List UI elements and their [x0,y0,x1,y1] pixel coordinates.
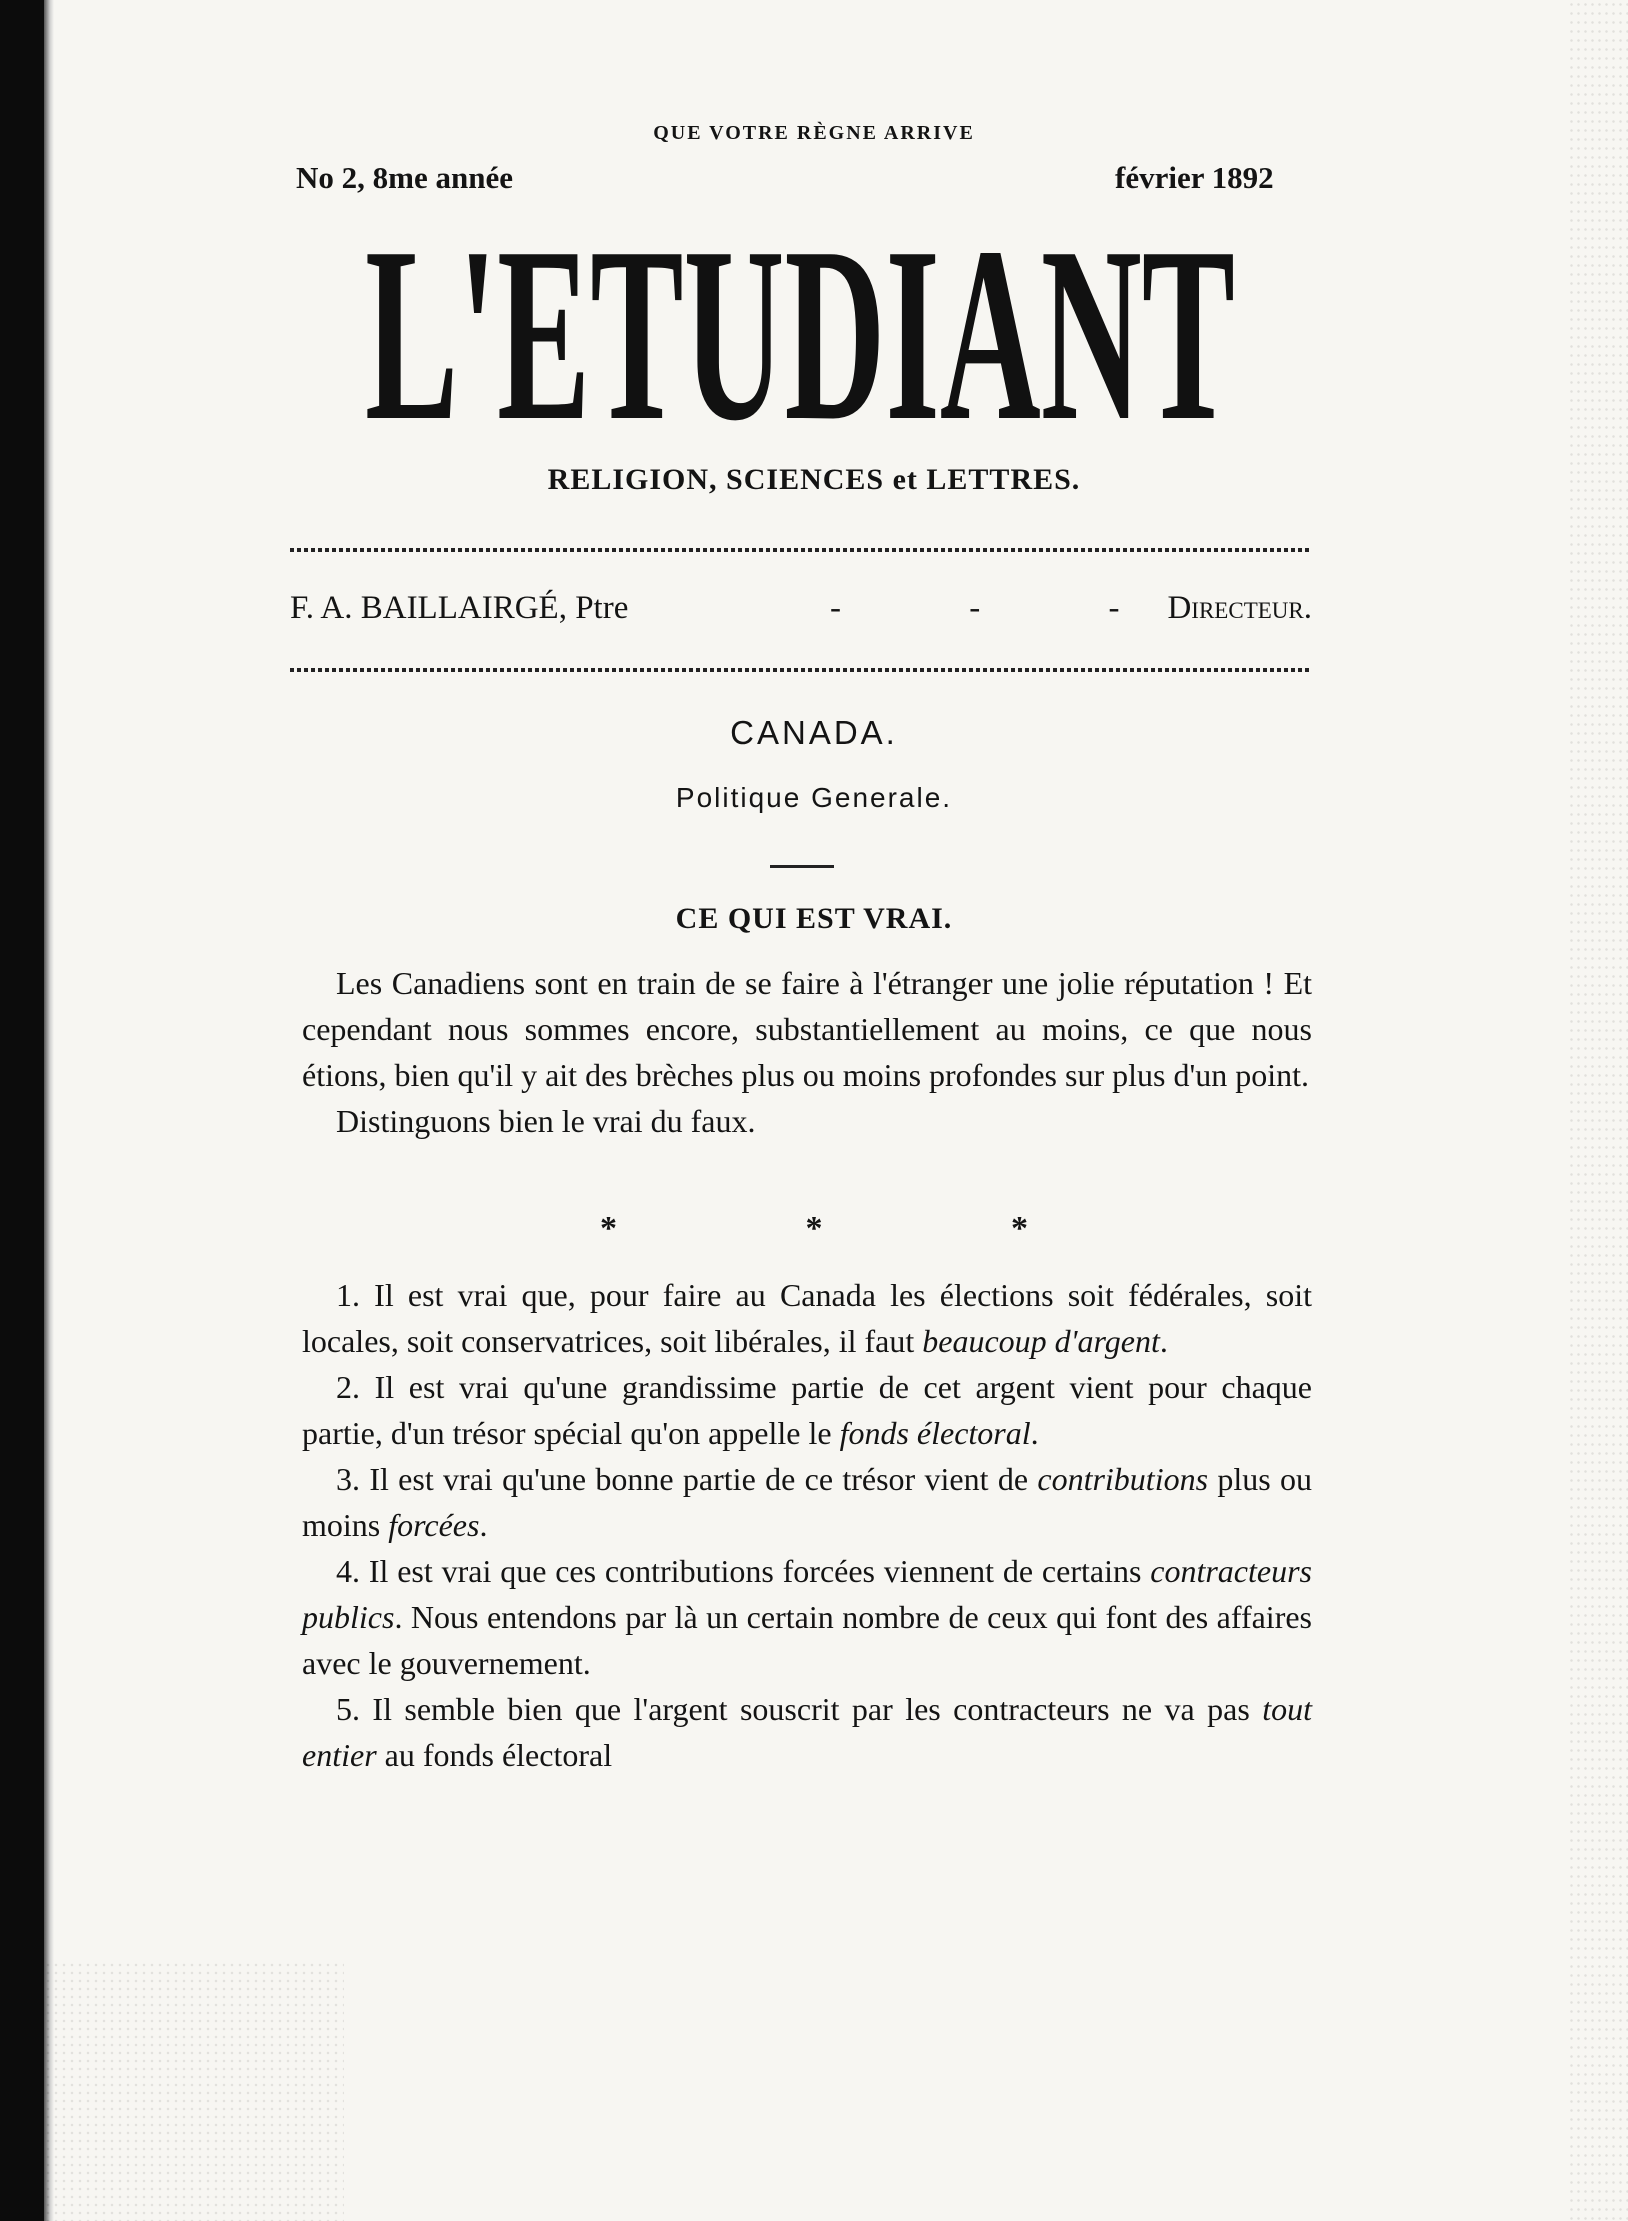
director-role: Directeur. [1167,590,1312,626]
point-paragraph [302,1548,1312,1686]
dotted-rule-bottom [290,668,1312,672]
point-text: 3. Il est vrai qu'une bonne partie de ce trésor vient de [336,1461,1038,1497]
director-name: F. A. BAILLAIRGÉ, Ptre [290,590,629,626]
issue-number: No 2, 8me année [296,160,513,195]
point-emphasis: beaucoup d'argent [922,1323,1160,1359]
masthead-subtitle: RELIGION, SCIENCES et LETTRES. [547,463,1081,496]
intro-paragraph: Les Canadiens sont en train de se faire à l'étranger une jolie réputation ! Et cependant nous sommes encore, substantiellement au moins, ce que nous étions, bien qu'il y ait des brèches plus ou moins profondes sur plus d'un point. [302,965,1312,1093]
separator-stars: * * * [600,1210,1118,1247]
point-text-end: au fonds électoral [376,1737,613,1773]
point-text-end: . [479,1507,488,1543]
issue-date: février 1892 [1115,160,1274,195]
point-emphasis: fonds électoral [839,1415,1031,1451]
article-points [302,1272,1312,1778]
scan-noise-right [1568,0,1628,2221]
point-text-end: . [1159,1323,1168,1359]
binding-shadow [44,0,54,2221]
point-emphasis: tout entier [302,1691,1312,1773]
masthead-text: L'ETUDIANT [365,228,1235,428]
point-text: 5. Il semble bien que l'argent souscrit par les contracteurs ne va pas [336,1691,1263,1727]
binding-spine [0,0,44,2221]
point-paragraph [302,1456,1312,1548]
point-text: 2. Il est vrai qu'une grandissime partie de cet argent vient pour chaque partie, d'un trésor spécial qu'on appelle le [302,1369,1312,1451]
point-text: 1. Il est vrai que, pour faire au Canada les élections soit fédérales, soit locales, soit conservatrices, soit libérales, il faut [302,1277,1312,1359]
point-emphasis: forcées [388,1507,480,1543]
section-subtitle: Politique Generale. [675,782,953,813]
point-paragraph [302,1272,1312,1364]
point-text: 4. Il est vrai que ces contributions forcées viennent de certains [336,1553,1151,1589]
point-text-mid: plus ou moins [302,1461,1313,1543]
scan-noise-bottom [44,1961,344,2221]
director-dashes: - - - [830,590,1180,626]
short-rule [770,865,834,868]
article-headline: CE QUI EST VRAI. [675,902,953,935]
point-paragraph [302,1686,1312,1778]
section-title: CANADA. [730,714,898,751]
point-emphasis: contracteurs publics [302,1553,1312,1635]
article-intro [302,960,1312,1144]
point-text-end: . Nous entendons par là un certain nombre de ceux qui font des affaires avec le gouvernement. [302,1599,1312,1681]
point-emphasis: contributions [1037,1461,1209,1497]
dotted-rule-top [290,548,1312,552]
motto: QUE VOTRE RÈGNE ARRIVE [653,122,975,144]
masthead [360,228,1240,428]
masthead-title [360,228,1240,428]
point-text-end: . [1030,1415,1039,1451]
intro-paragraph: Distinguons bien le vrai du faux. [336,1103,756,1139]
point-paragraph [302,1364,1312,1456]
